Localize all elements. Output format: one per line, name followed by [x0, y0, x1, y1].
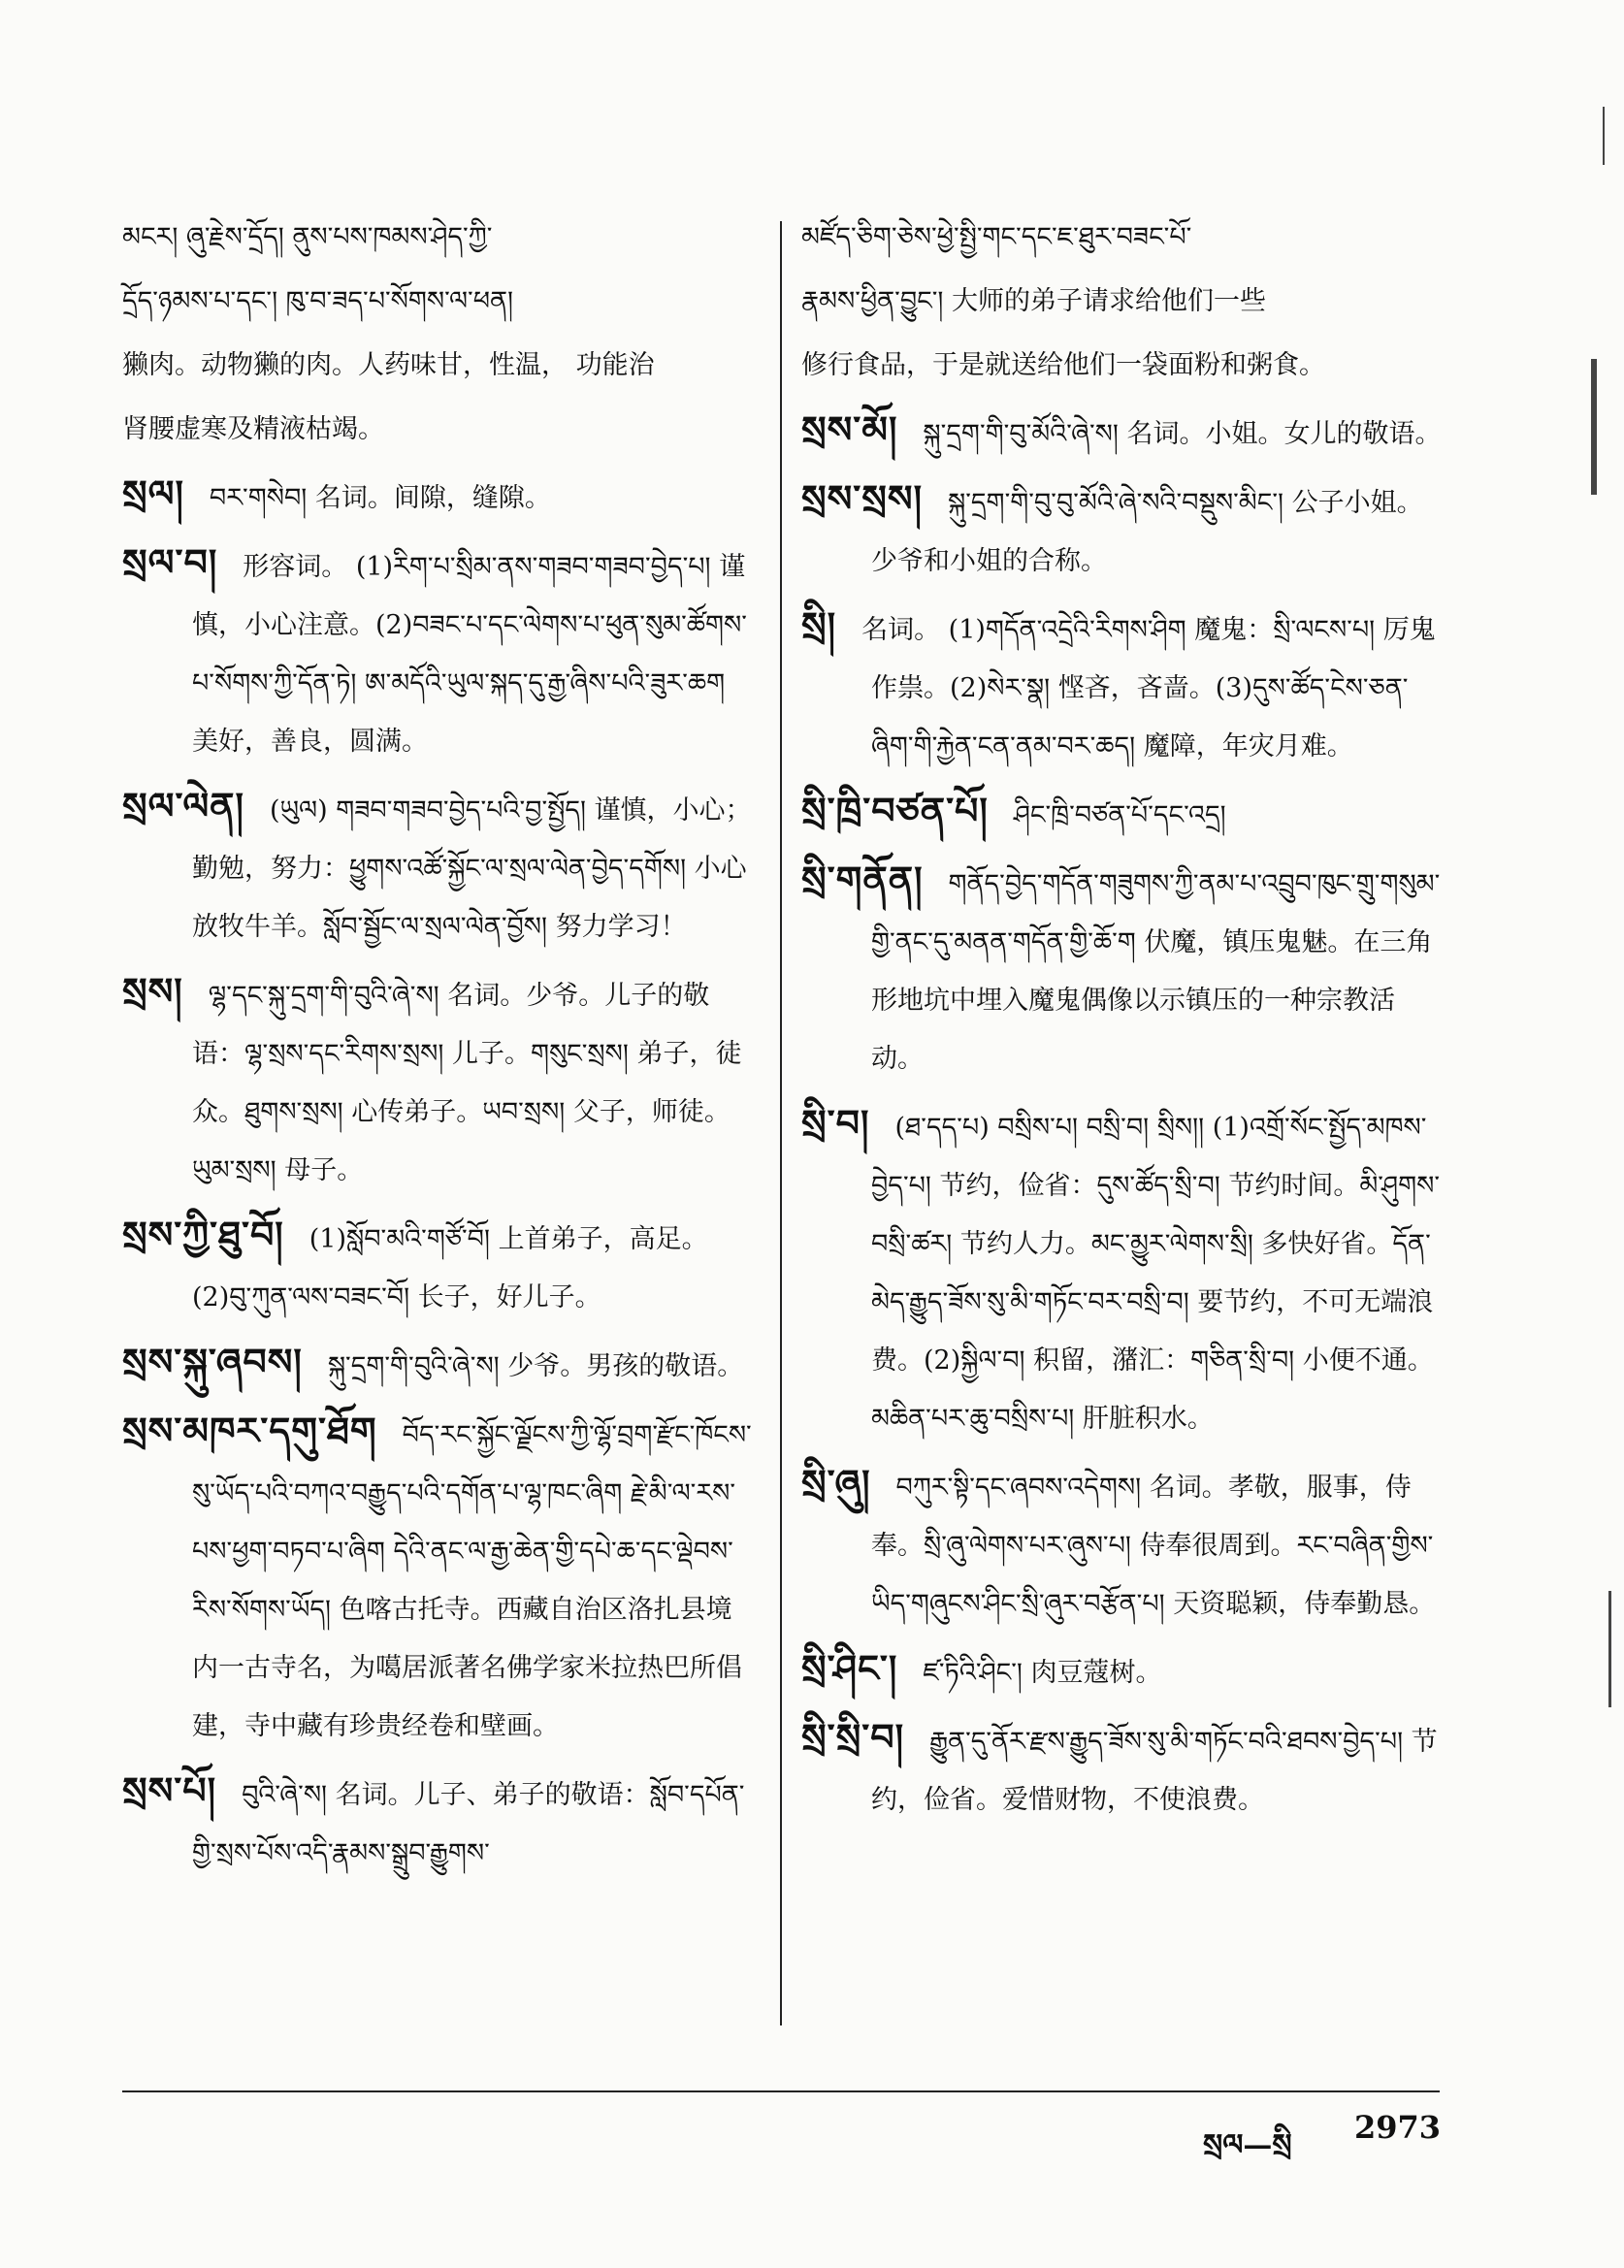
- entry-definition: བཀུར་སྟི་དང་ཞབས་འདེགས། 名词。孝敬，服事，侍奉。སྲི་ཞུ་ལེགས་པར་ཞུས་པ། 侍奉很周到。རང་བཞིན་གྱིས་ཡིད་གཞུངས་ཤིང་སྲི་ཞུར་བརྩོན་པ། 天资聪颖，侍奉勤恳。: [871, 1473, 1436, 1619]
- dictionary-entry: [801, 782, 1442, 845]
- right-column: [801, 209, 1442, 1835]
- entry-headword: སྲས་སྐུ་ཞབས།: [122, 1340, 303, 1383]
- continuation-line: 肾腰虚寒及精液枯竭。: [122, 414, 384, 444]
- footer-rule: [122, 2090, 1440, 2092]
- continuation-line: རྣམས་ཕྱིན་བྱུང་། 大师的弟子请求给他们一些: [801, 286, 1266, 316]
- dictionary-entry: [801, 401, 1442, 464]
- dictionary-entry: [801, 1708, 1442, 1830]
- entry-headword: སྲས་པོ།: [122, 1768, 217, 1812]
- entry-headword: སྲི་གནོན།: [801, 858, 924, 901]
- continuation-line: 修行食品，于是就送给他们一袋面粉和粥食。: [801, 350, 1325, 380]
- entry-definition: ཛ་ཏིའི་ཤིང་། 肉豆蔻树。: [923, 1658, 1162, 1688]
- entry-headword: སྲི་བ།: [801, 1101, 870, 1145]
- entry-headword: སྲལ་ལེན།: [122, 784, 244, 827]
- entry-definition: ཤིང་ཁྲི་བཙན་པོ་དང་འདྲ།: [1013, 800, 1226, 830]
- entry-definition: བུའི་ཞེ་ས། 名词。儿子、弟子的敬语：སློབ་དཔོན་གྱི་སྲས་པོས་འདི་རྣམས་སྒྲུབ་རྒྱུགས་: [192, 1780, 745, 1868]
- dictionary-entry: [801, 597, 1442, 776]
- entry-definition: རྒྱུན་དུ་ནོར་རྫས་རྒྱུད་ཟོས་སུ་མི་གཏོང་བའི་ཐབས་བྱེད་པ། 节约，俭省。爱惜财物，不使浪费。: [871, 1727, 1438, 1815]
- entry-headword: སྲལ།: [122, 471, 184, 515]
- entry-definition: ལྷ་དང་སྐུ་དྲག་གི་བུའི་ཞེ་ས། 名词。少爷。儿子的敬语：ལྷ་སྲས་དང་རིགས་སྲས། 儿子。གསུང་སྲས། 弟子，徒众。ཐུགས་སྲས། 心传弟子。ཡབ་སྲས། 父子，师徒。ཡུམ་སྲས། 母子。: [192, 981, 742, 1185]
- entry-headword: སྲི་སྲི་བ།: [801, 1715, 905, 1759]
- dictionary-entry: [122, 1333, 758, 1396]
- dictionary-entry: [122, 534, 758, 771]
- entry-headword: སྲི།: [801, 603, 837, 647]
- entry-headword: སྲི་ཤིང་།: [801, 1646, 898, 1690]
- entry-definition: གནོད་བྱེད་གདོན་གཟུགས་ཀྱི་ནམ་པ་འབྲུབ་ཁུང་གྲུ་གསུམ་གྱི་ནང་དུ་མནན་གདོན་གྱི་ཆོ་ག 伏魔，镇压鬼魅。在三角形地坑中埋入魔鬼偶像以示镇压的一种宗教活动。: [871, 869, 1441, 1074]
- dictionary-entry: [122, 1402, 758, 1756]
- entry-headword: སྲས།: [122, 969, 183, 1013]
- dictionary-entry: [801, 1454, 1442, 1634]
- dictionary-entry: [122, 465, 758, 528]
- continuation-line: མངར། ཞུ་རྗེས་དྲོད། ནུས་པས་ཁམས་ཤེད་ཀྱི་: [122, 222, 493, 252]
- margin-scan-mark: [1608, 1591, 1611, 1707]
- margin-scan-mark: [1591, 359, 1597, 495]
- dictionary-entry: [122, 962, 758, 1200]
- entry-definition: 形容词。 (1)རིག་པ་སྲིམ་ནས་གཟབ་གཟབ་བྱེད་པ། 谨慎，小心注意。(2)བཟང་པ་དང་ལེགས་པ་ཕུན་སུམ་ཚོགས་པ་སོགས་ཀྱི་དོན་ཏེ། ཨ་མདོའི་ཡུལ་སྐད་དུ་རྒྱ་ཞིས་པའི་ཟུར་ཆག 美好，善良，圆满。: [192, 552, 747, 757]
- entry-definition: སྐུ་དྲག་གི་བུ་མོའི་ཞེ་ས། 名词。小姐。女儿的敬语。: [923, 419, 1442, 449]
- entry-headword: སྲས་སྲས།: [801, 476, 924, 520]
- page-number: 2973: [1354, 2109, 1442, 2146]
- dictionary-entry: [801, 470, 1442, 591]
- entry-definition: (1)སློབ་མའི་གཙོ་བོ། 上首弟子，高足。(2)བུ་ཀུན་ལས་བཟང་བོ། 长子，好儿子。: [192, 1224, 708, 1312]
- continuation-line: 獭肉。动物獭的肉。人药味甘，性温， 功能治: [122, 350, 655, 380]
- entry-definition: (ཡུལ) གཟབ་གཟབ་བྱེད་པའི་བྱ་སྤྱོད། 谨慎，小心；勤勉，努力：ཕྱུགས་འཚོ་སྐྱོང་ལ་སྲལ་ལེན་བྱེད་དགོས། 小心放牧牛羊。སློབ་སྦྱོང་ལ་སྲལ་ལེན་བྱོས། 努力学习！: [192, 795, 752, 942]
- dictionary-entry: [801, 1094, 1442, 1448]
- entry-headword: སྲས་མཁར་དགུ་ཐོག: [122, 1409, 377, 1452]
- entry-definition: (ཐ་དད་པ) བསྲིས་པ། བསྲི་བ། སྲིས།། (1)འགྲོ་སོང་སྤྱོད་མཁས་བྱེད་པ། 节约，俭省：དུས་ཚོད་སྲི་བ། 节约时间。མི་ཤུགས་བསྲི་ཚར། 节约人力。མང་མྱུར་ལེགས་སྲི། 多快好省。དོན་མེད་རྒྱུད་ཟོས་སུ་མི་གཏོང་བར་བསྲི་བ། 要节约，不可无端浪费。(2)སྐྱིལ་བ། 积留，潴汇：གཅིན་སྲི་བ། 小便不通。མཆིན་པར་ཆུ་བསྲིས་པ། 肝脏积水。: [871, 1113, 1441, 1434]
- dictionary-entry: [801, 1639, 1442, 1702]
- entry-headword: སྲས་ཀྱི་ཐུ་བོ།: [122, 1213, 284, 1256]
- entry-headword: སྲི་ཞུ།: [801, 1461, 871, 1505]
- entry-definition: 名词。 (1)གདོན་འདྲེའི་རིགས་ཤིག 魔鬼：སྲི་ལངས་པ། 厉鬼作祟。(2)སེར་སྣ། 悭吝，吝啬。(3)དུས་ཚོད་ངེས་ཅན་ཞིག་གི་རྐྱེན་ངན་ནམ་བར་ཆད། 魔障，年灾月难。: [861, 615, 1436, 761]
- continuation-line: དྲོད་ཉམས་པ་དང་། ཁུ་བ་ཟད་པ་སོགས་ལ་ཕན།: [122, 286, 514, 316]
- running-head: སྲལ—སྲི: [1203, 2128, 1292, 2162]
- dictionary-entry: [122, 777, 758, 956]
- dictionary-entry: [801, 851, 1442, 1088]
- left-column: [122, 209, 758, 1889]
- entry-headword: སྲས་མོ།: [801, 407, 898, 451]
- dictionary-entry: [122, 1206, 758, 1327]
- column-divider: [780, 221, 782, 2025]
- margin-scan-mark: [1603, 107, 1605, 165]
- entry-definition: སྐུ་དྲག་གི་བུའི་ཞེ་ས། 少爷。男孩的敬语。: [327, 1351, 744, 1381]
- dictionary-entry: [122, 1762, 758, 1883]
- continuation-line: མཛོད་ཅིག་ཅེས་ཕྱེ་སྤྱི་གང་དང་ཇ་ཐུར་བཟང་པོ་: [801, 222, 1192, 252]
- entry-definition: བོད་རང་སྐྱོང་ལྗོངས་ཀྱི་ལྷོ་བྲག་རྫོང་ཁོངས་སུ་ཡོད་པའི་བཀའ་བརྒྱུད་པའི་དགོན་པ་ལྷ་ཁང་ཞིག རྗེ་མི་ལ་རས་པས་ཕྱག་བཏབ་པ་ཞིག དེའི་ནང་ལ་རྒྱ་ཆེན་གྱི་དཔེ་ཆ་དང་ལྡེབས་རིས་སོགས་ཡོད། 色喀古托寺。西藏自治区洛扎县境内一古寺名，为噶居派著名佛学家米拉热巴所倡建，寺中藏有珍贵经卷和壁画。: [192, 1420, 752, 1741]
- entry-definition: བར་གསེབ། 名词。间隙，缝隙。: [209, 483, 551, 513]
- entry-definition: སྐུ་དྲག་གི་བུ་བུ་མོའི་ཞེ་སའི་བསྡུས་མིང་། 公子小姐。少爷和小姐的合称。: [871, 488, 1423, 576]
- entry-headword: སྲི་ཁྲི་བཙན་པོ།: [801, 789, 989, 832]
- entry-headword: སྲལ་བ།: [122, 540, 218, 584]
